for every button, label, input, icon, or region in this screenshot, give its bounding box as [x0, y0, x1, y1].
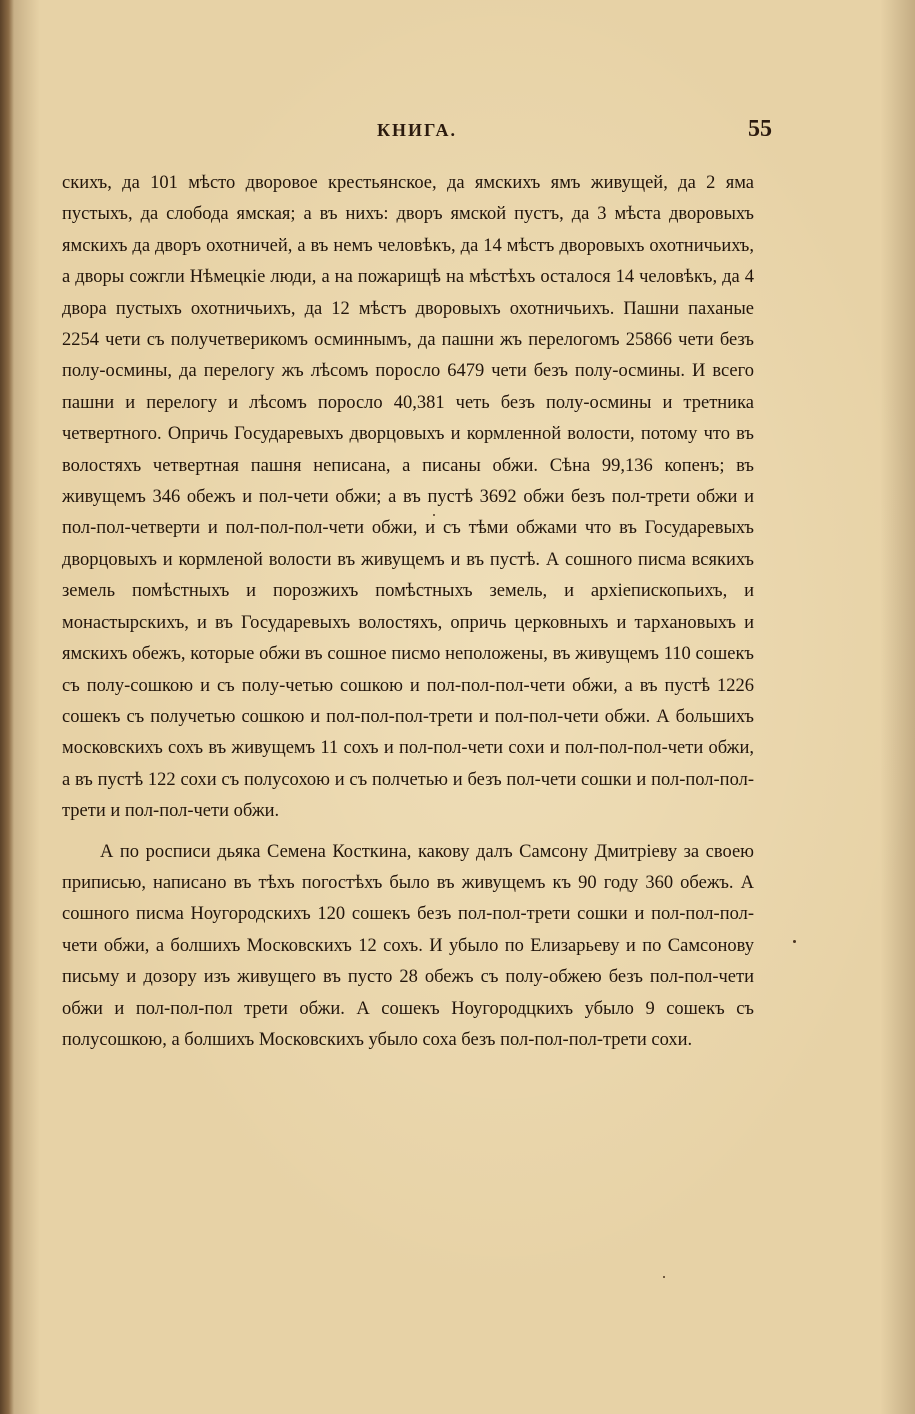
paper-speck	[793, 940, 796, 943]
running-title: КНИГА.	[376, 120, 458, 140]
paragraph-1: скихъ, да 101 мѣсто дворовое крестьянское, да ямскихъ ямъ живущей, да 2 яма пустыхъ, да слобода ямская; а въ нихъ: дворъ ямской пустъ, да 3 мѣста дворовыхъ ямскихъ да дворъ охотничей, а въ немъ человѣкъ, да 14 мѣстъ дворовыхъ охотничьихъ, а дворы сожгли Нѣмецкіе люди, а на пожарищѣ на мѣстѣхъ осталося 14 человѣкъ, да 4 двора пустыхъ охотничьихъ, да 12 мѣстъ дворовыхъ охотничьихъ. Пашни паханые 2254 чети съ получетверикомъ осминнымъ, да пашни жъ перелогомъ 25866 чети безъ полу-осмины, да перелогу жъ лѣсомъ поросло 6479 чети безъ полу-осмины. И всего пашни и перелогу и лѣсомъ поросло 40,381 четь безъ полу-осмины и третника четвертного. Опричь Государевыхъ дворцовыхъ и кормленной волости, потому что въ волостяхъ четвертная пашня неписана, а писаны обжи. Сѣна 99,136 копенъ; въ живущемъ 346 обежъ и пол-чети обжи; а въ пустѣ 3692 обжи безъ пол-трети обжи и пол-пол-четверти и пол-пол-пол-чети обжи, и съ тѣми обжами что въ Государевыхъ дворцовыхъ и кормленой волости въ живущемъ и въ пустѣ. А сошного писма всякихъ земель помѣстныхъ и порозжихъ помѣстныхъ земель, и архіепископьихъ, и монастырскихъ, и въ Государевыхъ волостяхъ, опричь церковныхъ и тархановыхъ и ямскихъ обежъ, которые обжи въ сошное писмо неположены, въ живущемъ 110 сошекъ съ полу-сошкою и съ полу-четью сошкою и пол-пол-пол-чети обжи, а въ пустѣ 1226 сошекъ съ получетью сошкою и пол-пол-пол-трети и пол-пол-чети обжи. А большихъ московскихъ сохъ въ живущемъ 11 сохъ и пол-пол-чети сохи и пол-пол-пол-чети обжи, а въ пустѣ 122 сохи съ полусохою и съ полчетью и безъ пол-чети сошки и пол-пол-пол-трети и пол-пол-чети обжи.	[62, 173, 754, 822]
body-text	[62, 168, 754, 1056]
paper-speck	[663, 1276, 665, 1278]
paper-speck	[433, 514, 435, 516]
paragraph-2: А по росписи дьяка Семена Косткина, какову далъ Самсону Дмитріеву за своею приписью, написано въ тѣхъ погостѣхъ было въ живущемъ къ 90 году 360 обежъ. А сошного писма Ноугородскихъ 120 сошекъ безъ пол-пол-трети сошки и пол-пол-пол-чети обжи, а болшихъ Московскихъ 12 сохъ. И убыло по Елизарьеву и по Самсонову письму и дозору изъ живущего въ пусто 28 обежъ съ полу-обжею безъ пол-пол-чети обжи и пол-пол-пол трети обжи. А сошекъ Ноугородцкихъ убыло 9 сошекъ съ полусошкою, а болшихъ Московскихъ убыло соха безъ пол-пол-пол-трети сохи.	[62, 841, 754, 1050]
page-number: 55	[748, 116, 772, 142]
binding-edge	[0, 0, 14, 1414]
running-head	[62, 116, 772, 148]
